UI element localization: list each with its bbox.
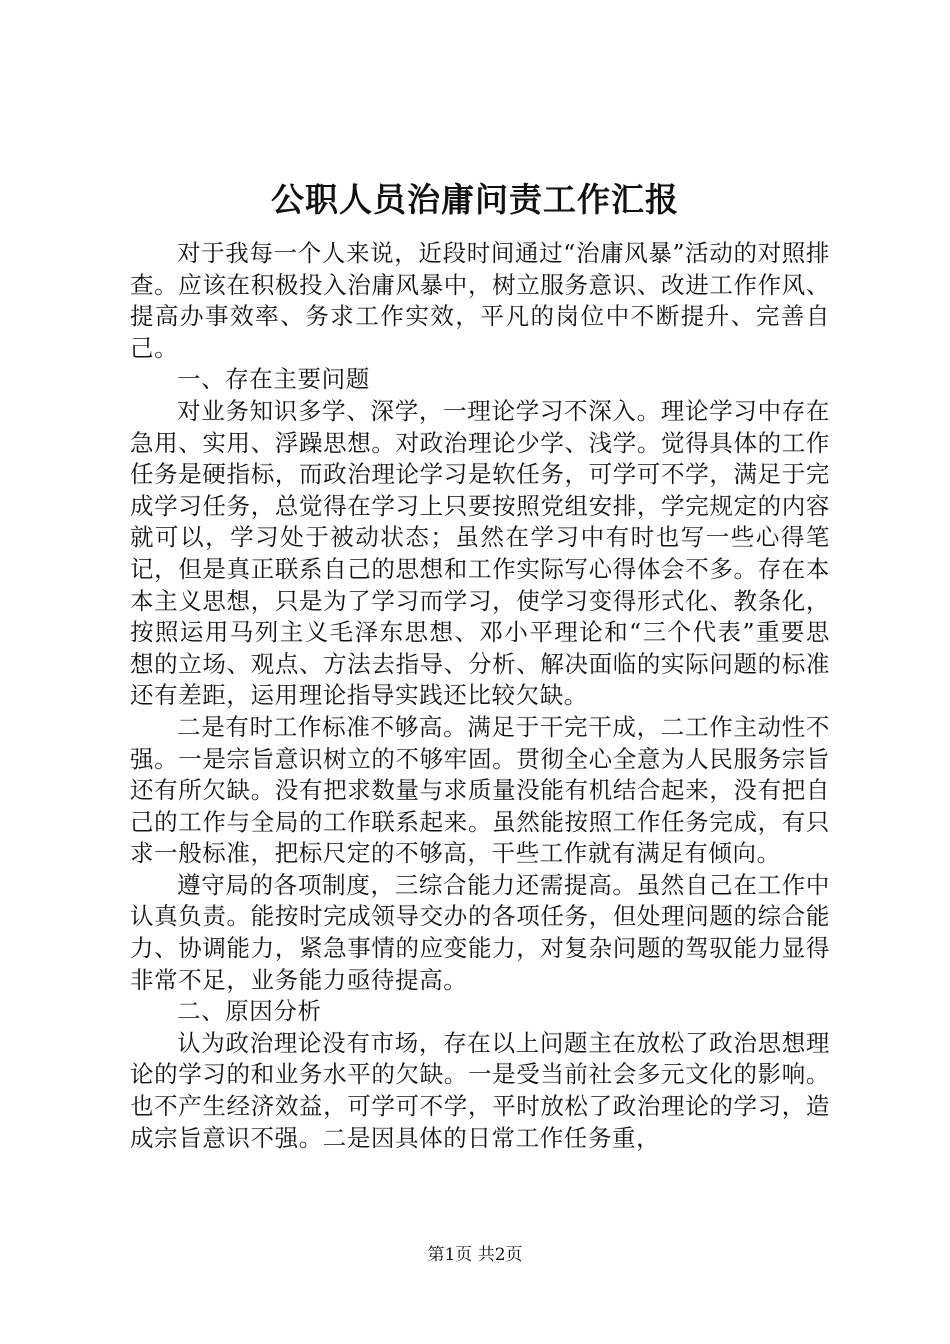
section-heading: 一、存在主要问题 [177, 365, 370, 394]
document-body [130, 238, 830, 1154]
page-number: 第1页 共2页 [427, 1245, 523, 1265]
body-paragraph: 二是有时工作标准不够高。满足于干完干成，二工作主动性不强。一是宗旨意识树立的不够牢固。贯彻全心全意为人民服务宗旨还有所欠缺。没有把求数量与求质量没能有机结合起来，没有把自己的工作与全局的工作联系起来。虽然能按照工作任务完成，有只求一般标准，把标尺定的不够高，干些工作就有满足有倾向。 [130, 712, 830, 868]
body-paragraph: 遵守局的各项制度，三综合能力还需提高。虽然自己在工作中认真负责。能按时完成领导交办的各项任务，但处理问题的综合能力、协调能力，紧急事情的应变能力，对复杂问题的驾驭能力显得非常不足，业务能力亟待提高。 [130, 870, 830, 994]
body-paragraph: 对业务知识多学、深学，一理论学习不深入。理论学习中存在急用、实用、浮躁思想。对政治理论少学、浅学。觉得具体的工作任务是硬指标，而政治理论学习是软任务，可学可不学，满足于完成学习任务，总觉得在学习上只要按照党组安排，学完规定的内容就可以，学习处于被动状态；虽然在学习中有时也写一些心得笔记，但是真正联系自己的思想和工作实际写心得体会不多。存在本本主义思想，只是为了学习而学习，使学习变得形式化、教条化，按照运用马列主义毛泽东思想、邓小平理论和“三个代表”重要思想的立场、观点、方法去指导、分析、解决面临的实际问题的标准还有差距，运用理论指导实践还比较欠缺。 [130, 396, 830, 710]
section-heading: 二、原因分析 [177, 997, 322, 1026]
document-title: 公职人员治庸问责工作汇报 [271, 180, 679, 219]
body-paragraph: 认为政治理论没有市场，存在以上问题主在放松了政治思想理论的学习的和业务水平的欠缺。一是受当前社会多元文化的影响。也不产生经济效益，可学可不学，平时放松了政治理论的学习，造成宗旨意识不强。二是因具体的日常工作任务重， [130, 1028, 830, 1152]
body-paragraph: 对于我每一个人来说，近段时间通过“治庸风暴”活动的对照排查。应该在积极投入治庸风暴中，树立服务意识、改进工作作风、提高办事效率、务求工作实效，平凡的岗位中不断提升、完善自己。 [130, 239, 830, 362]
